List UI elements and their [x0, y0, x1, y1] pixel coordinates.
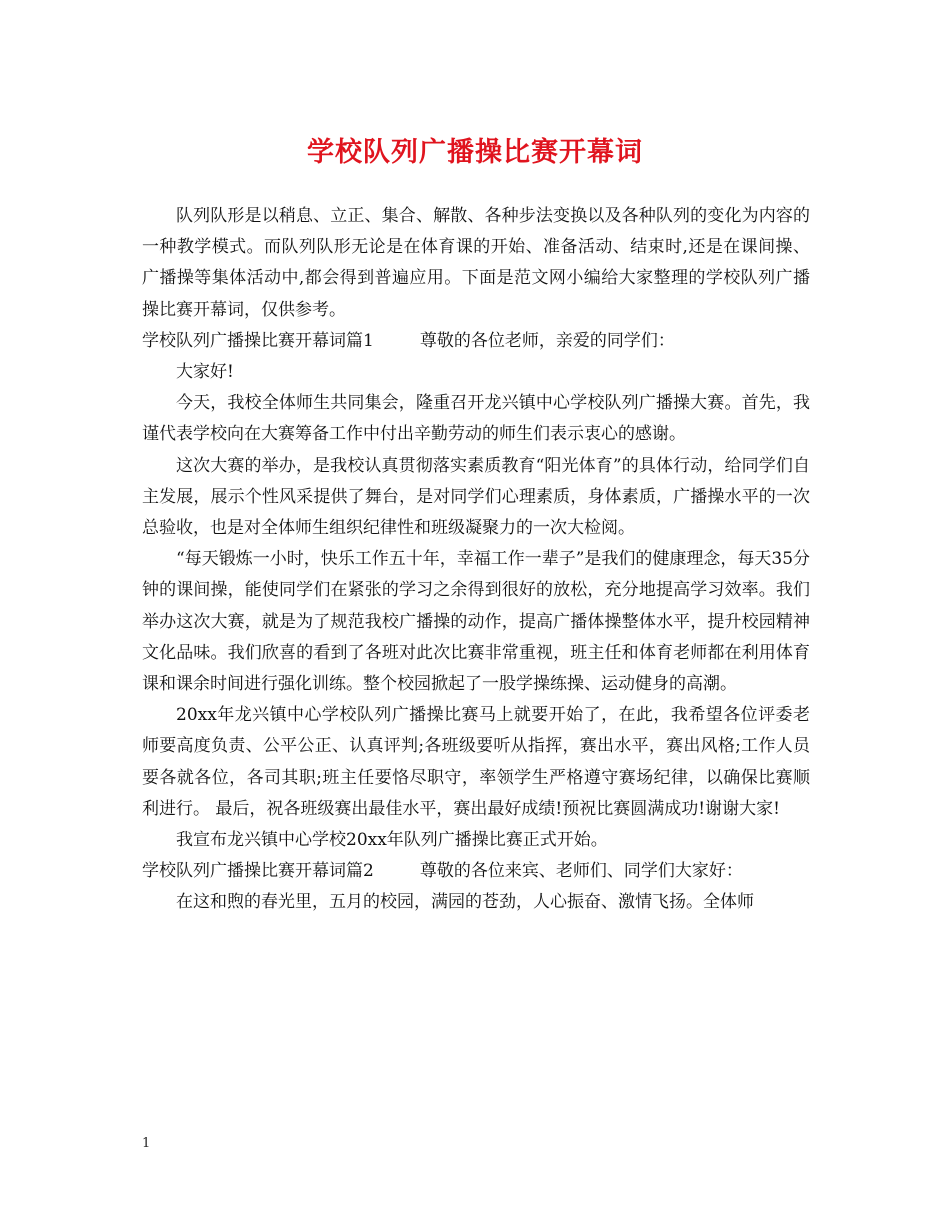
paragraph-2: 这次大赛的举办，是我校认真贯彻落实素质教育“阳光体育”的具体行动，给同学们自主发展，展示个性风采提供了舞台，是对同学们心理素质，身体素质，广播操水平的一次总验收，也是对全体师生组织纪律性和班级凝聚力的一次大检阅。 [142, 455, 810, 539]
paragraph-5: 我宣布龙兴镇中心学校20xx年队列广播操比赛正式开始。 [176, 830, 608, 851]
salutation-1: 尊敬的各位老师，亲爱的同学们： [419, 330, 675, 351]
section-heading-2: 学校队列广播操比赛开幕词篇2 [142, 861, 374, 882]
document-body [142, 201, 810, 919]
paragraph-3: “每天锻炼一小时，快乐工作五十年，幸福工作一辈子”是我们的健康理念，每天35分钟的课间操，能使同学们在紧张的学习之余得到很好的放松，充分地提高学习效率。我们举办这次大赛，就是为了规范我校广播操的动作，提高广播体操整体水平，提升校园精神文化品味。我们欣喜的看到了各班对此次比赛非常重视，班主任和体育老师都在利用体育课和课余时间进行强化训练。整个校园掀起了一股学操练操、运动健身的高潮。 [142, 549, 811, 695]
section-heading-1: 学校队列广播操比赛开幕词篇1 [142, 330, 374, 351]
paragraph-6: 在这和煦的春光里，五月的校园，满园的苍劲，人心振奋、激情飞扬。全体师 [176, 892, 754, 913]
paragraph-greeting: 大家好! [176, 362, 234, 383]
salutation-2: 尊敬的各位来宾、老师们、同学们大家好： [419, 861, 743, 882]
paragraph-1: 今天，我校全体师生共同集会，隆重召开龙兴镇中心学校队列广播操大赛。首先，我谨代表学校向在大赛筹备工作中付出辛勤劳动的师生们表示衷心的感谢。 [142, 393, 810, 445]
paragraph-4: 20xx年龙兴镇中心学校队列广播操比赛马上就要开始了，在此，我希望各位评委老师要高度负责、公平公正、认真评判;各班级要听从指挥，赛出水平，赛出风格;工作人员要各就各位，各司其职;班主任要恪尽职守，率领学生严格遵守赛场纪律，以确保比赛顺利进行。 最后，祝各班级赛出最佳水平，赛出最好成绩!预祝比赛圆满成功!谢谢大家! [142, 705, 810, 819]
section-heading-line-2 [142, 856, 810, 887]
page-number: 1 [142, 1136, 151, 1151]
document-title: 学校队列广播操比赛开幕词 [307, 137, 643, 168]
paragraph-intro: 队列队形是以稍息、立正、集合、解散、各种步法变换以及各种队列的变化为内容的一种教学模式。而队列队形无论是在体育课的开始、准备活动、结束时,还是在课间操、广播操等集体活动中,都会得到普遍应用。下面是范文网小编给大家整理的学校队列广播操比赛开幕词，仅供参考。 [142, 206, 810, 320]
section-heading-line-1 [142, 326, 810, 357]
